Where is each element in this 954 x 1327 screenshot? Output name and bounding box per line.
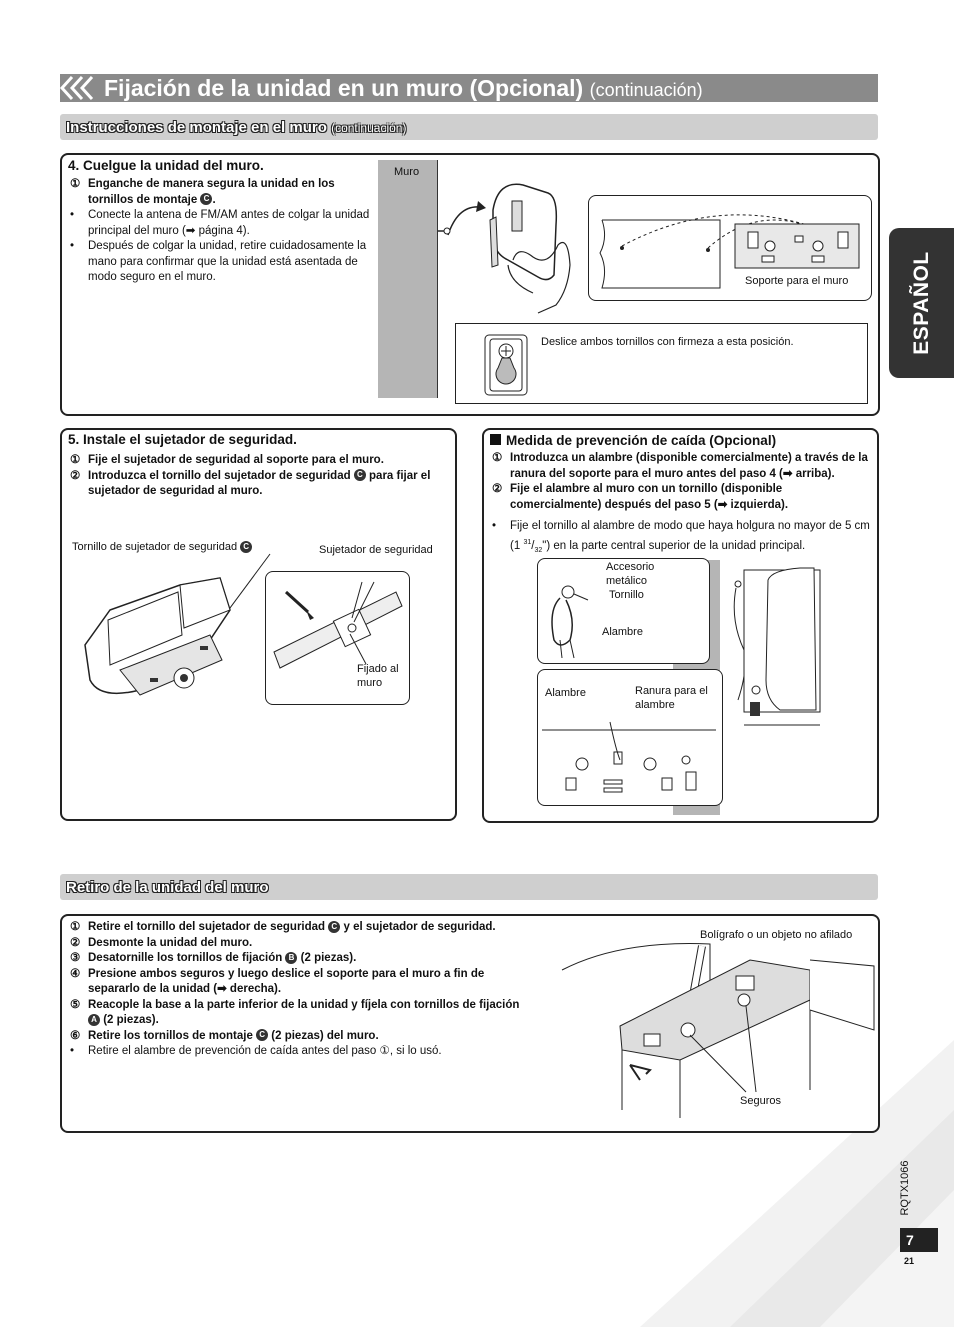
holder-label: Sujetador de seguridad <box>319 544 433 556</box>
fall-wire-label-2: Alambre <box>545 687 586 699</box>
step5-instructions <box>66 453 446 500</box>
remove-step-6: ⑥ Retire los tornillos de montaje C (2 piezas) del muro. <box>70 1029 379 1042</box>
unit-underside-illustration <box>80 550 280 710</box>
title-sub: (continuación) <box>589 80 703 100</box>
language-tab-label: ESPAÑOL <box>909 251 933 355</box>
square-icon <box>490 434 501 445</box>
sub-page-number: 21 <box>904 1256 915 1266</box>
badge-a-icon: A <box>88 1014 100 1026</box>
step5-item-1: ① Fije el sujetador de seguridad al soporte para el muro. <box>70 454 384 466</box>
fall-screw-label: Tornillo <box>609 589 644 601</box>
section-remove-title: Retiro de la unidad del muro <box>66 879 269 896</box>
chevrons-icon <box>58 74 102 102</box>
step4-bullet-1: • Conecte la antena de FM/AM antes de colgar la unidad principal del muro (➡ página 4). <box>70 209 370 237</box>
fall-item-1: ① Introduzca un alambre (disponible comercialmente) a través de la ranura del soporte para el muro antes del paso 4 (➡ arriba). <box>492 452 868 480</box>
badge-c-icon: C <box>200 193 212 205</box>
fall-item-2: ② Fije el alambre al muro con un tornillo (disponible comercialmente) después del paso 5 (➡ izquierda). <box>492 483 789 511</box>
fixed-label: Fijado al muro <box>357 663 399 689</box>
wire-loop-illustration <box>540 570 610 660</box>
remove-step-2: ② Desmonte la unidad del muro. <box>70 936 253 949</box>
page-number: 7 <box>900 1228 938 1252</box>
badge-b-icon: B <box>285 952 297 964</box>
bracket-label: Soporte para el muro <box>745 275 849 287</box>
step4-bullet-2: • Después de colgar la unidad, retire cuidadosamente la mano para confirmar que la unidad está asentada de modo seguro en el muro. <box>70 240 367 283</box>
wall-strip <box>378 160 437 398</box>
fall-title: Medida de prevención de caída (Opcional) <box>490 433 776 448</box>
section-install-title: Instrucciones de montaje en el muro (continuación) <box>66 119 407 136</box>
pen-label: Bolígrafo o un objeto no afilado <box>700 929 853 941</box>
hanging-unit-illustration <box>438 165 588 315</box>
screw-label: Tornillo de sujetador de seguridad C <box>72 540 252 554</box>
locks-label: Seguros <box>740 1095 781 1107</box>
remove-instructions <box>66 920 526 1060</box>
page-title <box>104 74 703 104</box>
step4-instructions <box>66 177 372 286</box>
remove-bracket-illustration <box>560 940 876 1120</box>
remove-step-5: ⑤ Reacople la base a la parte inferior de la unidad y fíjela con tornillos de fijación A (2 piezas). <box>70 998 520 1026</box>
badge-c-icon: C <box>354 469 366 481</box>
keyhole-slot-icon <box>484 334 528 396</box>
accessory-label: Accesorio metálico <box>606 561 655 587</box>
title-main: Fijación de la unidad en un muro (Opcional) <box>104 75 584 101</box>
remove-step-3: ③ Desatornille los tornillos de fijación B (2 piezas). <box>70 952 357 964</box>
remove-step-4: ④ Presione ambos seguros y luego deslice el soporte para el muro a fin de separarlo de la unidad (➡ derecha). <box>70 967 485 995</box>
badge-c-icon: C <box>240 541 252 553</box>
fall-wire-label-1: Alambre <box>602 626 643 638</box>
step5-title: 5. Instale el sujetador de seguridad. <box>68 432 297 447</box>
side-unit-illustration <box>720 560 830 740</box>
step4-item-1: ① Enganche de manera segura la unidad en los tornillos de montaje C . <box>70 178 335 206</box>
remove-bullet: • Retire el alambre de prevención de caída antes del paso ①, si lo usó. <box>70 1045 442 1057</box>
badge-c-icon: C <box>256 1029 268 1041</box>
slide-note: Deslice ambos tornillos con firmeza a esta posición. <box>541 336 794 348</box>
slot-label: Ranura para el alambre <box>635 685 708 711</box>
model-code: RQTX1066 <box>899 1160 911 1216</box>
bracket-slot-illustration <box>540 720 718 804</box>
step5-item-2: ② Introduzca el tornillo del sujetador de seguridad C para fijar el sujetador de seguridad al muro. <box>70 469 431 497</box>
remove-step-1: ① Retire el tornillo del sujetador de seguridad C y el sujetador de seguridad. <box>70 921 496 933</box>
fall-instructions <box>488 451 872 558</box>
step4-title: 4. Cuelgue la unidad del muro. <box>68 158 264 173</box>
wall-label: Muro <box>394 166 420 178</box>
fall-bullet: • Fije el tornillo al alambre de modo que haya holgura no mayor de 5 cm (1 $^{31}/_{32}$") en la parte central superior de la unidad principal. <box>492 520 870 554</box>
badge-c-icon: C <box>328 921 340 933</box>
